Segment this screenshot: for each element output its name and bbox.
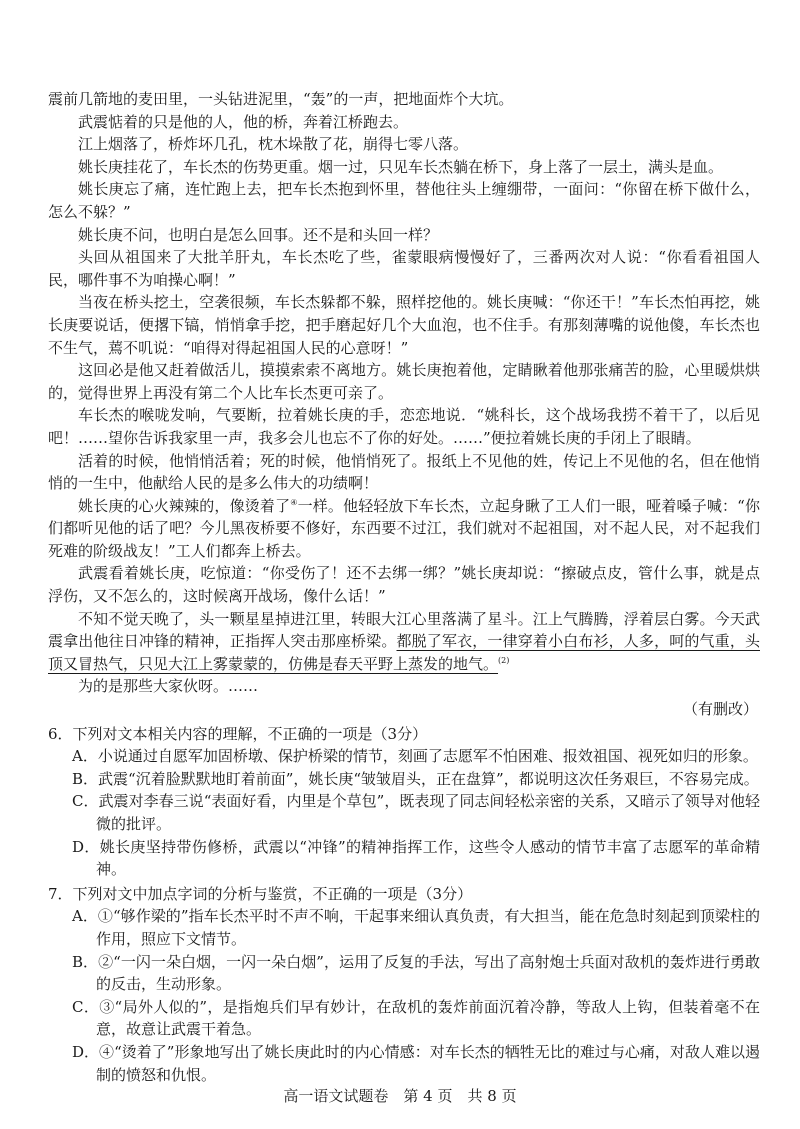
- passage-paragraph: 车长杰的喉咙发响，气要断，拉着姚长庚的手，恋恋地说．“姚科长，这个战场我捞不着干了，以后见吧！……望你告诉我家里一声，我多会儿也忘不了你的好处。……”便拉着姚长庚的手闭上了眼睛。: [48, 406, 760, 447]
- passage-paragraph: [48, 495, 760, 563]
- question-stem: 7．下列对文中加点字词的分析与鉴赏，不正确的一项是（3分）: [48, 884, 473, 903]
- answer-option: A．小说通过自愿军加固桥墩、保护桥梁的情节，刻画了志愿军不怕困难、报效祖国、视死如归的形象。: [72, 747, 758, 766]
- passage-paragraph: 武震看着姚长庚，吃惊道：“你受伤了！还不去绑一绑？”姚长庚却说：“擦破点皮，管什么事，就是点浮伤，又不怎么的，这时候离开战场，像什么话！”: [48, 564, 760, 606]
- passage-paragraph: 武震惦着的只是他的人，他的桥，奔着江桥跑去。: [78, 112, 409, 131]
- answer-option: C．③“局外人似的”，是指炮兵们早有妙计，在敌机的轰炸前面沉着冷静，等敌人上钩，但装着毫不在意，故意让武震干着急。: [72, 997, 760, 1039]
- passage-paragraph: [48, 608, 760, 676]
- passage-paragraph: 头回从祖国来了大批羊肝丸，车长杰吃了些，雀蒙眼病慢慢好了，三番两次对人说：“你看看祖国人民，哪件事不为咱操心啊！”: [48, 248, 760, 289]
- passage-paragraph: 姚长庚挂花了，车长杰的伤势更重。烟一过，只见车长杰躺在桥下，身上落了一层土，满头是血。: [78, 157, 724, 176]
- answer-option: A．①“够作梁的”指车长杰平时不声不响，干起事来细认真负责，有大担当，能在危急时刻起到顶梁柱的作用，照应下文情节。: [72, 907, 760, 948]
- passage-paragraph: 江上烟落了，桥炸坏几孔，枕木垛散了花，崩得七零八落。: [78, 135, 469, 154]
- passage-text: 姚长庚的心火辣辣的，像烫着了: [78, 496, 291, 515]
- question-stem: 6．下列对文本相关内容的理解，不正确的一项是（3分）: [48, 724, 428, 743]
- passage-paragraph: 这回必是他又赶着做活儿，摸摸索索不离地方。姚长庚抱着他，定睛瞅着他那张痛苦的脸，心里暖烘烘的，觉得世界上再没有第二个人比车长杰更可亲了。: [48, 361, 760, 402]
- answer-option: D．④“烫着了”形象地写出了姚长庚此时的内心情感：对车长杰的牺牲无比的难过与心痛，对敌人难以遏制的愤怒和仇恨。: [72, 1042, 760, 1084]
- passage-text: 不知不觉天晚了，头一颗星星掉进江里，转眼大江心里落满了星斗。江上气腾腾，浮着层白雾。今天武震拿出他往日冲锋的精神，正指挥人突击那座桥梁。: [48, 609, 760, 651]
- annotation-marker: (2): [498, 655, 510, 665]
- passage-paragraph: 为的是那些大家伙呀。……: [78, 677, 259, 696]
- answer-option: C．武震对李春三说“表面好看，内里是个草包”，既表现了同志间轻松亲密的关系，又暗示了领导对他轻微的批评。: [72, 792, 760, 833]
- passage-paragraph: 姚长庚不问，也明白是怎么回事。还不是和头回一样？: [78, 225, 439, 244]
- underlined-sentence: 都脱了军衣，一律穿着小白布衫，人多，呵的气重，头顶又冒热气，只见大江上雾蒙蒙的，仿佛是春天平野上蒸发的地气。: [48, 632, 760, 673]
- annotation-marker: ④: [290, 497, 298, 507]
- passage-paragraph: 活着的时候，他悄悄活着；死的时候，他悄悄死了。报纸上不见他的姓，传记上不见他的名，但在他悄悄的一生中，他献给人民的是多么伟大的功绩啊！: [48, 451, 760, 493]
- source-note: （有删改）: [682, 700, 758, 719]
- passage-paragraph: 震前几箭地的麦田里，一头钻进泥里，“轰”的一声，把地面炸个大坑。: [48, 90, 514, 108]
- answer-option: B．武震“沉着脸默默地盯着前面”，姚长庚“皱皱眉头，正在盘算”，都说明这次任务艰巨，不容易完成。: [72, 769, 759, 788]
- passage-paragraph: 姚长庚忘了痛，连忙跑上去，把车长杰抱到怀里，替他往头上缠绷带，一面问：“你留在桥下做什么，怎么不躲？”: [48, 180, 760, 221]
- passage-paragraph: 当夜在桥头挖土，空袭很频，车长杰躲都不躲，照样挖他的。姚长庚喊：“你还干！”车长杰怕再挖，姚长庚要说话，便撂下镐，悄悄拿手挖，把手磨起好几个大血泡，也不住手。有那刻薄嘴的说他傻，车长杰也不生气，蔫不叽说：“咱得对得起祖国人民的心意呀！”: [48, 293, 760, 357]
- exam-page: [48, 88, 760, 1086]
- answer-option: D．姚长庚坚持带伤修桥，武震以“冲锋”的精神指挥工作，这些令人感动的情节丰富了志愿军的革命精神。: [72, 837, 760, 879]
- page-footer: 高一语文试题卷 第 4 页 共 8 页: [283, 1087, 517, 1105]
- passage-text: 一样。他轻轻放下车长杰，立起身瞅了工人们一眼，哑着嗓子喊：“你们都听见他的话了吧？今儿黑夜桥要不修好，东西要不过江，我们就对不起祖国，对不起人民，对不起我们死难的阶级战友！”工人们都奔上桥去。: [48, 496, 761, 560]
- answer-option: B．②“一闪一朵白烟，一闪一朵白烟”，运用了反复的手法，写出了高射炮士兵面对敌机的轰炸进行勇敢的反击，生动形象。: [72, 952, 760, 994]
